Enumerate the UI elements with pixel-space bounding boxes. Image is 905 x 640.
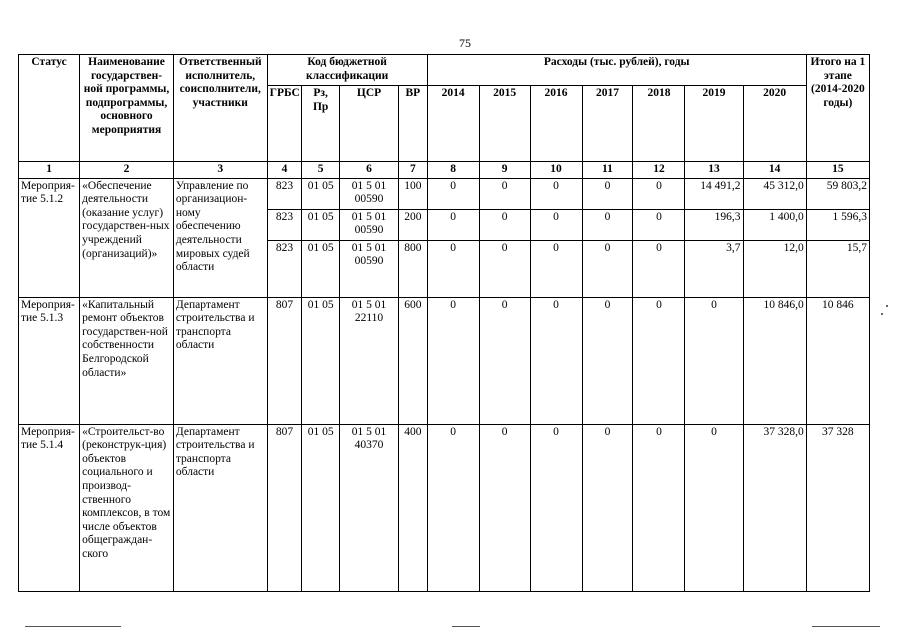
vr-cell: 100 [399, 178, 428, 209]
amount-total: 10 846 [806, 297, 869, 424]
grbs-cell: 807 [267, 297, 302, 424]
amount-2019: 3,7 [685, 240, 743, 297]
amount-2018: 0 [633, 178, 685, 209]
header-name: Наименование государствен-ной программы, подпрограммы, основного мероприятия [80, 55, 174, 162]
amount-2019: 0 [685, 424, 743, 591]
header-vr: ВР [399, 86, 428, 162]
header-csr: ЦСР [339, 86, 398, 162]
scan-artifact-dot [886, 305, 888, 307]
amount-2016: 0 [530, 240, 582, 297]
csr-cell: 01 5 01 22110 [339, 297, 398, 424]
grbs-cell: 807 [267, 424, 302, 591]
status-cell: Мероприя-тие 5.1.2 [19, 178, 80, 297]
header-year-2015: 2015 [479, 86, 530, 162]
rzpr-cell: 01 05 [302, 240, 340, 297]
amount-total: 37 328 [806, 424, 869, 591]
header-year-2014: 2014 [427, 86, 479, 162]
amount-2018: 0 [633, 209, 685, 240]
rzpr-cell: 01 05 [302, 297, 340, 424]
amount-2020: 37 328,0 [743, 424, 806, 591]
amount-2016: 0 [530, 297, 582, 424]
column-number: 7 [399, 162, 428, 179]
amount-2015: 0 [479, 297, 530, 424]
vr-cell: 200 [399, 209, 428, 240]
responsible-cell: Департамент строительства и транспорта области [173, 297, 267, 424]
amount-2017: 0 [582, 240, 633, 297]
amount-total: 59 803,2 [806, 178, 869, 209]
amount-2020: 45 312,0 [743, 178, 806, 209]
grbs-cell: 823 [267, 209, 302, 240]
header-year-2020: 2020 [743, 86, 806, 162]
column-number: 3 [173, 162, 267, 179]
amount-2015: 0 [479, 209, 530, 240]
header-year-2017: 2017 [582, 86, 633, 162]
csr-cell: 01 5 01 00590 [339, 178, 398, 209]
vr-cell: 800 [399, 240, 428, 297]
status-cell: Мероприя-тие 5.1.4 [19, 424, 80, 591]
header-expenses: Расходы (тыс. рублей), годы [427, 55, 806, 86]
amount-2018: 0 [633, 424, 685, 591]
grbs-cell: 823 [267, 178, 302, 209]
amount-total: 1 596,3 [806, 209, 869, 240]
header-year-2019: 2019 [685, 86, 743, 162]
amount-2018: 0 [633, 297, 685, 424]
amount-2020: 12,0 [743, 240, 806, 297]
amount-2019: 0 [685, 297, 743, 424]
amount-2015: 0 [479, 178, 530, 209]
scan-artifact-line [812, 626, 880, 627]
header-budget-code: Код бюджетной классификации [267, 55, 427, 86]
amount-2019: 14 491,2 [685, 178, 743, 209]
program-name-cell: «Капитальный ремонт объектов государствен-ной собственности Белгородской области» [80, 297, 174, 424]
column-number: 14 [743, 162, 806, 179]
status-cell: Мероприя-тие 5.1.3 [19, 297, 80, 424]
scan-artifact-dot [881, 313, 883, 315]
column-number: 9 [479, 162, 530, 179]
rzpr-cell: 01 05 [302, 209, 340, 240]
grbs-cell: 823 [267, 240, 302, 297]
amount-2017: 0 [582, 297, 633, 424]
header-grbs: ГРБС [267, 86, 302, 162]
header-year-2016: 2016 [530, 86, 582, 162]
amount-2015: 0 [479, 424, 530, 591]
column-number: 8 [427, 162, 479, 179]
amount-2020: 10 846,0 [743, 297, 806, 424]
amount-2017: 0 [582, 209, 633, 240]
column-number: 15 [806, 162, 869, 179]
amount-total: 15,7 [806, 240, 869, 297]
scan-artifact-line [452, 626, 480, 627]
column-number: 11 [582, 162, 633, 179]
column-number: 6 [339, 162, 398, 179]
column-number: 13 [685, 162, 743, 179]
amount-2016: 0 [530, 209, 582, 240]
responsible-cell: Управление по организацион-ному обеспечению деятельности мировых судей области [173, 178, 267, 297]
header-rzpr: Рз, Пр [302, 86, 340, 162]
amount-2014: 0 [427, 297, 479, 424]
amount-2020: 1 400,0 [743, 209, 806, 240]
amount-2019: 196,3 [685, 209, 743, 240]
column-number: 5 [302, 162, 340, 179]
budget-table [18, 54, 870, 592]
column-number: 4 [267, 162, 302, 179]
column-number-row [19, 162, 870, 179]
csr-cell: 01 5 01 00590 [339, 240, 398, 297]
header-responsible: Ответственный исполнитель, соисполнители, участники [173, 55, 267, 162]
header-year-2018: 2018 [633, 86, 685, 162]
scan-artifact-line [25, 626, 121, 627]
amount-2014: 0 [427, 240, 479, 297]
column-number: 1 [19, 162, 80, 179]
header-total: Итого на 1 этапе (2014-2020 годы) [806, 55, 869, 162]
program-name-cell: «Обеспечение деятельности (оказание услуг) государствен-ных учреждений (организаций)» [80, 178, 174, 297]
amount-2014: 0 [427, 178, 479, 209]
amount-2018: 0 [633, 240, 685, 297]
rzpr-cell: 01 05 [302, 424, 340, 591]
rzpr-cell: 01 05 [302, 178, 340, 209]
column-number: 10 [530, 162, 582, 179]
amount-2014: 0 [427, 209, 479, 240]
program-name-cell: «Строительст-во (реконструк-ция) объектов социального и производ-ственного комплексов, в том числе объектов общеграждан-ского [80, 424, 174, 591]
csr-cell: 01 5 01 00590 [339, 209, 398, 240]
amount-2017: 0 [582, 178, 633, 209]
table-row [19, 424, 870, 591]
page-number: 75 [459, 36, 471, 50]
amount-2016: 0 [530, 424, 582, 591]
amount-2016: 0 [530, 178, 582, 209]
amount-2014: 0 [427, 424, 479, 591]
header-status: Статус [19, 55, 80, 162]
table-row [19, 178, 870, 209]
vr-cell: 400 [399, 424, 428, 591]
csr-cell: 01 5 01 40370 [339, 424, 398, 591]
column-number: 12 [633, 162, 685, 179]
amount-2015: 0 [479, 240, 530, 297]
amount-2017: 0 [582, 424, 633, 591]
table-row [19, 297, 870, 424]
column-number: 2 [80, 162, 174, 179]
vr-cell: 600 [399, 297, 428, 424]
responsible-cell: Департамент строительства и транспорта области [173, 424, 267, 591]
